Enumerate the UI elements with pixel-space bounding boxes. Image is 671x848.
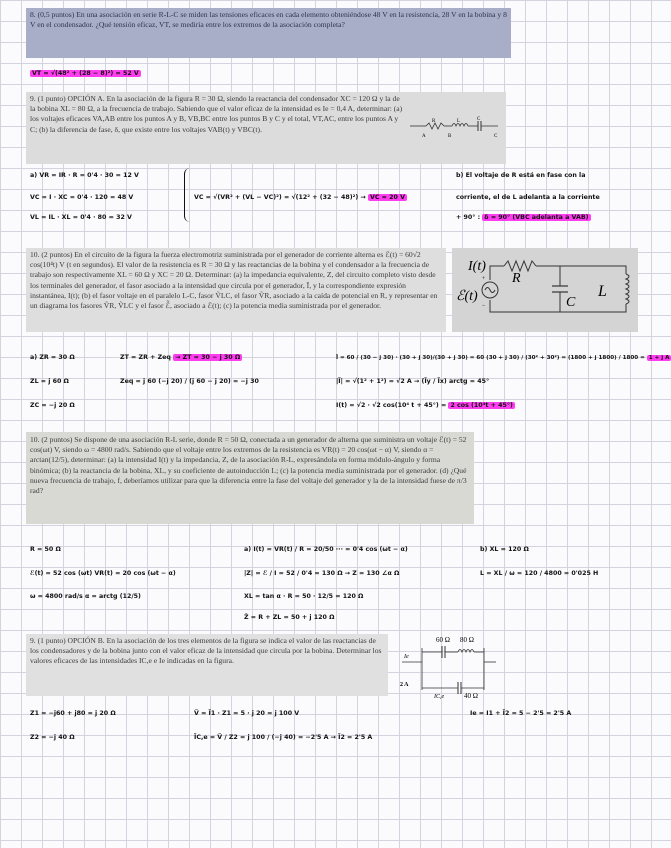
q9a-work-b3: + 90° : δ = 90° (VBC adelanta a VAB) [456,214,589,221]
svg-text:C: C [477,117,481,122]
brace [184,168,191,222]
q9b-z1: Z1 = −j60 + j80 = j 20 Ω [30,710,116,717]
q9b-i2: ĨC,e = Ṽ / Z2 = j 100 / (−j 40) = −2'5 A → Ĩ2 = 2'5 A [194,734,373,741]
svg-text:R: R [432,119,436,124]
circuit-10a-box [452,248,638,332]
question-8-text: 8. (0,5 puntos) En una asociación en serie R-L-C se miden las tensiones eficaces en cada elemento obteniéndose 48 V en la resistencia, 28 V en la bobina y 8 V en el condensador. ¿Qué tensión eficaz, VT, se mediría entre los extremos de la asociación completa? [30,10,507,30]
q10b-a3: XL = tan α · R = 50 · 12/5 = 120 Ω [244,593,364,600]
q10b-a1: a) I(t) = VR(t) / R = 20/50 ··· = 0'4 cos (ωt − α) [244,546,408,553]
circuit-10a [452,248,638,332]
q8-answer: VT = √(48² + (28 − 8)²) = 52 V [32,70,139,77]
q9a-work-line2: VC = I · XC = 0'4 · 120 = 48 V [30,194,134,201]
question-10a-box [26,248,446,332]
question-10a-text: 10. (2 puntos) En el circuito de la figura la fuerza electromotriz suministrada por el generador de corriente alterna es ℰ(t) = 60√2 cos(10⁴t) V (t en segundos). El valor de la resistencia es R = 30 Ω y las reactancias de la bobina y el condensador a la frecuencia de trabajo son respectivamente XL = 60 Ω y XC = 20 Ω. Determinar: (a) la impedancia equivalente, Z, del circuito completo visto desde los terminales del generador, el fasor asociado a la intensidad que circula por el generador, Ĩ, y la correspondiente expresión instantánea, I(t); (b) el fasor voltaje en el paralelo L-C, fasor ṼLC, el fasor ṼR, asociado a la caída de potencial en R, y representar en un diagrama los fasores ṼR, ṼLC y el fasor ℰ̃, asociado a ℰ(t); (c) la potencia media suministrada por el generador. [30,250,438,311]
question-8-box [26,8,511,58]
q10a-za: a) ZR = 30 Ω [30,354,75,361]
q10a-zl: ZL = j 60 Ω [30,378,69,385]
q9a-work-line1: a) VR = IR · R = 0'4 · 30 = 12 V [30,172,139,179]
q10b-e: ℰ(t) = 52 cos (ωt) VR(t) = 20 cos (ωt − α) [30,570,176,577]
q9a-work-total: VC = √(VR² + (VL − VC)²) = √(12² + (32 − 48)²) → VC = 20 V [194,194,405,201]
svg-text:60 Ω: 60 Ω [436,636,450,644]
svg-text:−: − [482,303,486,309]
svg-text:B: B [448,134,452,139]
question-9b-text: 9. (1 punto) OPCIÓN B. En la asociación de los tres elementos de la figura se indica el valor de las reactancias de los condensadores y de la bobina junto con el valor eficaz de la intensidad que circula por la bobina. Determinar los valores eficaces de las intensidades IC,e e Ie indicadas en la figura. [30,636,382,666]
q9b-ie: Ie = I1 + Ĩ2 = 5 − 2'5 = 2'5 A [470,710,572,717]
svg-text:L: L [598,283,607,300]
svg-text:L: L [457,119,461,124]
q10b-w: ω = 4800 rad/s α = arctg (12/5) [30,593,141,600]
question-9a-text: 9. (1 punto) OPCIÓN A. En la asociación de la figura R = 30 Ω, siendo la reactancia del condensador XC = 120 Ω y la de la bobina XL = 80 Ω, a la frecuencia de trabajo. Sabiendo que el valor eficaz de la intensidad es Ie = 0,4 A, determinar: (a) los voltajes eficaces VA,AB entre los puntos A y B, VB,BC entre los puntos B y C y el total, VT,AC, entre los puntos A y C; (b) la diferencia de fase, δ, que existe entre los voltajes VAB(t) y VBC(t). [30,94,403,134]
question-9a-box [26,92,506,164]
svg-text:R: R [512,271,521,286]
question-10b-text: 10. (2 puntos) Se dispone de una asociación R-L serie, donde R = 50 Ω, conectada a un generador de alterna que suministra un voltaje ℰ(t) = 52 cos(ωt) V, siendo ω = 4800 rad/s. Sabiendo que el voltaje entre los extremos de la resistencia es VR(t) = 20 cos(ωt − α) V, siendo α = arctan(12/5), determinar: (a) la intensidad I(t) y la impedancia, Z, de la asociación R-L, expresándola en forma módulo-ángulo y forma binómica; (b) la reactancia de la bobina, XL, y su coeficiente de autoinducción L; (c) la potencia media suministrada por el generador. (d) ¿Qué nueva frecuencia de trabajo, f, deberíamos utilizar para que la diferencia entre la fase del voltaje del generador y la de la intensidad fuese de π/3 rad? [30,435,467,496]
q10a-current-mod: |Ĩ| = √(1² + 1²) = √2 A → (Ĩy / Ĩx) arctg = 45° [336,378,490,385]
q10a-zc: ZC = −j 20 Ω [30,402,75,409]
circuit-9b [398,634,498,700]
svg-text:2 A: 2 A [400,682,409,688]
q10b-a4: Ẑ = R + ZL = 50 + j 120 Ω [244,614,335,621]
svg-text:C: C [494,134,498,139]
svg-text:+: + [482,276,486,282]
q10a-current: Ĩ = 60 / (30 − j 30) · (30 + j 30)/(30 + j 30) = 60 (30 + j 30) / (30² + 30²) = (1800 + j 1800) / 1800 = 1 + j A [336,355,670,361]
q10a-it: I(t) = √2 · √2 cos(10⁴ t + 45°) = 2 cos (10⁴t + 45°) [336,402,513,409]
question-10b-box [26,432,474,524]
q9a-work-b1: b) El voltaje de R está en fase con la [456,172,586,179]
question-9b-box [26,634,388,696]
svg-text:Ie: Ie [404,654,409,660]
q10b-b2: L = XL / ω = 120 / 4800 = 0'025 H [480,570,599,577]
q10a-zeq: Zeq = j 60 (−j 20) / (j 60 − j 20) = −j 30 [120,378,259,385]
q9a-work-line3: VL = IL · XL = 0'4 · 80 = 32 V [30,214,132,221]
circuit-9a [408,118,500,140]
q9a-work-b2: corriente, el de L adelanta a la corriente [456,194,600,201]
q9b-v: Ṽ = Ĩ1 · Z1 = 5 · j 20 = j 100 V [194,710,300,717]
svg-text:40 Ω: 40 Ω [464,692,478,700]
svg-text:IC,e: IC,e [434,694,445,700]
svg-text:80 Ω: 80 Ω [460,636,474,644]
inductor-symbol [458,650,474,653]
svg-text:I(t): I(t) [468,259,486,274]
svg-text:C: C [566,295,576,310]
q10b-r: R = 50 Ω [30,546,61,553]
q10b-b1: b) XL = 120 Ω [480,546,529,553]
q9b-z2: Z2 = −j 40 Ω [30,734,75,741]
q10a-zt: ZT = ZR + Zeq → ZT = 30 − j 30 Ω [120,354,241,361]
q10b-a2: |Z| = ℰ / I = 52 / 0'4 = 130 Ω → Z = 130 ∠α Ω [244,570,400,577]
svg-text:ℰ(t): ℰ(t) [456,289,478,304]
svg-text:A: A [422,134,426,139]
